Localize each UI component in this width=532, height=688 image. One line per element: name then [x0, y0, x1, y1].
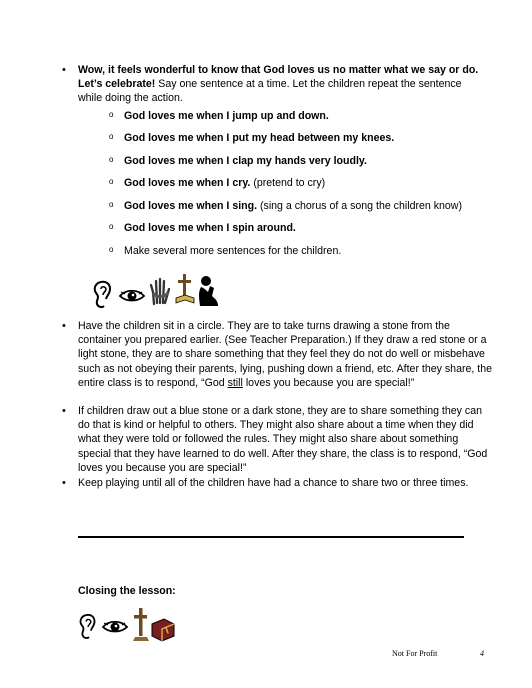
- sentence-note: (sing a chorus of a song the children know): [257, 200, 462, 212]
- activity-text: Keep playing until all of the children have had a chance to share two or three times.: [78, 477, 469, 489]
- intro-rest-text: Say one sentence at a time. Let the children repeat the sentence while doing the action.: [78, 78, 462, 105]
- sentence-bold: God loves me when I put my head between my knees.: [124, 132, 395, 144]
- sentence-note: Make several more sentences for the children.: [124, 245, 342, 257]
- horizontal-divider: [78, 536, 464, 538]
- sentence-bold: God loves me when I cry.: [124, 177, 251, 189]
- bullet-marker: •: [62, 405, 66, 417]
- circle-bullet: o: [109, 222, 114, 231]
- list-item: [109, 222, 296, 234]
- sentence-bold: God loves me when I sing.: [124, 200, 258, 212]
- section-heading: Closing the lesson:: [78, 585, 176, 597]
- activity-text: Have the children sit in a circle. They are to take turns drawing a stone from the container you prepared earlier. (See Teacher Preparation.) If they draw a red stone or a light stone, they are to share something that they feel they do not do well or misbehave such as not obeying their parents, lying, pushing down a friend, etc. After they share, the entire class is to respond, “God: [78, 320, 492, 389]
- list-item: [109, 245, 342, 257]
- list-item: [109, 177, 326, 189]
- list-item: [109, 132, 395, 144]
- sentence-bold: God loves me when I clap my hands very loudly.: [124, 155, 367, 167]
- sentence-bold: God loves me when I jump up and down.: [124, 110, 329, 122]
- intro-bullet: [62, 63, 488, 106]
- hand-icon: [148, 276, 172, 306]
- closing-icons-row: [78, 606, 178, 648]
- cross-icon: [131, 606, 151, 642]
- activity-bullet-1: [62, 319, 492, 390]
- activity-text: If children draw out a blue stone or a dark stone, they are to share something they can do that is kind or helpful to others. They might also share about a time when they did what they were told or followed the rules. They might also share about something special that they have learned to do well. After they share, the class is to respond, “God loves you because you are special!”: [78, 405, 488, 474]
- activity-bullet-3: [62, 476, 492, 490]
- activity-text-underlined: still: [227, 376, 243, 389]
- list-item: [109, 110, 329, 122]
- activity-icons-row: [92, 272, 232, 314]
- activity-text: loves you because you are special!”: [242, 376, 415, 389]
- circle-bullet: o: [109, 155, 114, 164]
- activity-bullet-2: [62, 404, 492, 475]
- sentence-bold: God loves me when I spin around.: [124, 222, 296, 234]
- list-item: [109, 155, 367, 167]
- circle-bullet: o: [109, 177, 114, 186]
- circle-bullet: o: [109, 132, 114, 141]
- cross-bible-icon: [174, 272, 196, 306]
- eye-icon: [101, 619, 129, 635]
- bullet-marker: •: [62, 64, 66, 76]
- praying-child-icon: [196, 274, 222, 308]
- eye-icon: [118, 288, 146, 304]
- page-number: 4: [480, 649, 484, 658]
- circle-bullet: o: [109, 200, 114, 209]
- circle-bullet: o: [109, 110, 114, 119]
- bible-icon: [150, 616, 176, 642]
- footer-text: Not For Profit: [392, 649, 438, 658]
- ear-icon: [78, 612, 100, 642]
- bullet-marker: •: [62, 320, 66, 332]
- intro-bold-text: Wow, it feels wonderful to know that God loves us no matter what we say or do. Let’s celebrate!: [78, 64, 479, 91]
- circle-bullet: o: [109, 245, 114, 254]
- sentence-note: (pretend to cry): [250, 177, 326, 189]
- ear-icon: [92, 280, 116, 310]
- list-item: [109, 200, 462, 212]
- bullet-marker: •: [62, 477, 66, 489]
